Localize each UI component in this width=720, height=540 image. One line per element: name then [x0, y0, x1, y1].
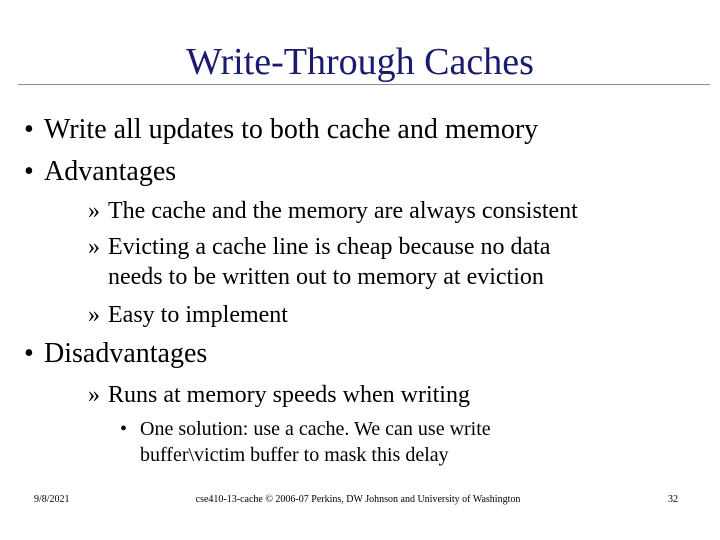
sub-bullet-text: The cache and the memory are always consistent	[108, 198, 578, 224]
sub-bullet-marker: »	[88, 234, 100, 260]
slide-title: Write-Through Caches	[186, 41, 534, 83]
sub-sub-bullet-text-line-2: buffer\victim buffer to mask this delay	[140, 444, 449, 466]
sub-bullet-text-line-1: Evicting a cache line is cheap because no data	[108, 234, 551, 260]
sub-bullet-marker: »	[88, 382, 100, 408]
bullet-marker: •	[24, 114, 34, 145]
footer-page-number: 32	[668, 494, 678, 505]
title-divider	[18, 84, 710, 85]
sub-bullet-marker: »	[88, 198, 100, 224]
bullet-marker: •	[24, 156, 34, 187]
footer-credit: cse410-13-cache © 2006-07 Perkins, DW Johnson and University of Washington	[195, 494, 521, 505]
sub-bullet-memory-speeds	[88, 380, 470, 410]
sub-bullet-text-line-2: needs to be written out to memory at eviction	[108, 264, 544, 290]
bullet-text: Advantages	[44, 156, 177, 187]
bullet-write-all-updates	[24, 114, 539, 146]
sub-bullet-always-consistent	[88, 196, 578, 226]
sub-bullet-evicting-cheap	[88, 232, 550, 292]
bullet-marker: •	[24, 338, 34, 369]
bullet-advantages	[24, 156, 177, 188]
bullet-disadvantages	[24, 338, 208, 370]
sub-bullet-text: Runs at memory speeds when writing	[108, 382, 470, 408]
sub-sub-bullet-marker: •	[120, 418, 128, 440]
sub-sub-bullet-one-solution	[120, 416, 491, 468]
bullet-text: Write all updates to both cache and memory	[44, 114, 539, 145]
sub-sub-bullet-text-line-1: One solution: use a cache. We can use write	[140, 418, 491, 440]
sub-bullet-text: Easy to implement	[108, 302, 288, 328]
sub-bullet-marker: »	[88, 302, 100, 328]
sub-bullet-easy-to-implement	[88, 300, 288, 330]
footer-date: 9/8/2021	[34, 494, 70, 505]
bullet-text: Disadvantages	[44, 338, 208, 369]
